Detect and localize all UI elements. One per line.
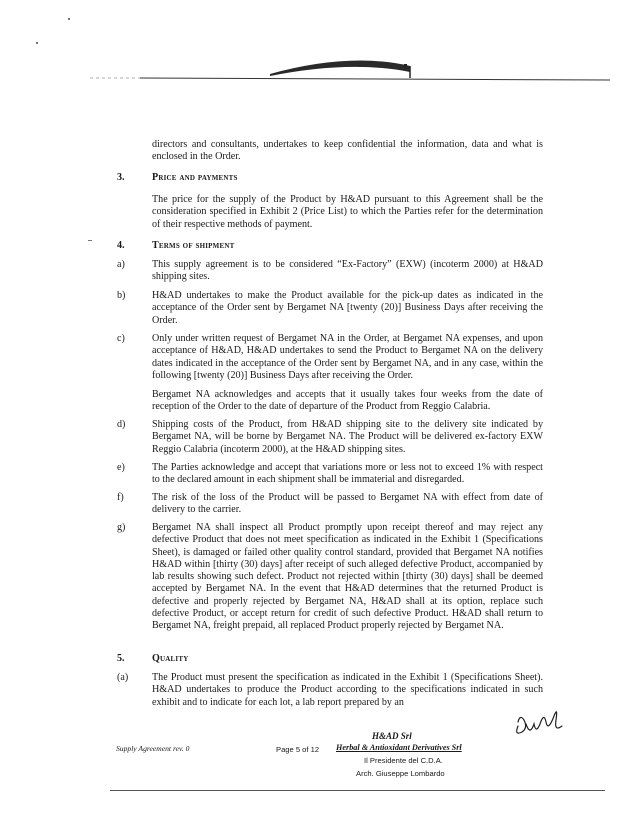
section-number: 3. <box>117 172 125 183</box>
footer-doc-ref: Supply Agreement rev. 0 <box>116 744 190 753</box>
scan-speck <box>68 18 70 20</box>
shipment-item: H&AD undertakes to make the Product available for the pick-up dates as indicated in the acceptance of the Order sent by Bergamet NA [twenty (20)] Business Days after receiving the Order. <box>152 290 543 326</box>
scan-speck <box>88 240 92 241</box>
quality-item: The Product must present the specification as indicated in the Exhibit 1 (Specifications Sheet). H&AD undertakes to produce the Product according to the specifications indicated in such exhibit and to indicate for each lot, a lab report prepared by an <box>152 672 543 708</box>
shipment-item: Bergamet NA shall inspect all Product promptly upon receipt thereof and may reject any defective Product that does not meet specification as indicated in the Exhibit 1 (Specifications Sheet), is damaged or failed other quality control standard, provided that Bergamet NA notifies H&AD within [thirty (30) days] after receipt of such alleged defective Product, accompanied by lab results showing such defect. Product not rejected within [thirty (30) days] shall be deemed accepted by Bergamet NA. In the event that H&AD determines that the returned Product is defective and properly rejected by Bergamet NA, H&AD shall at its option, replace such defective Product, or accept return for credit of such defective Product. H&AD shall return to Bergamet NA, freight prepaid, all replaced Product properly rejected by Bergamet NA. <box>152 522 543 632</box>
section-number: 5. <box>117 653 125 664</box>
shipment-item: The Parties acknowledge and accept that variations more or less not to exceed 1% with respect to the declared amount in each shipment shall be immaterial and disregarded. <box>152 462 543 486</box>
stamp-company-short: H&AD Srl <box>372 731 412 741</box>
shipment-item: The risk of the loss of the Product will be passed to Bergamet NA with effect from date of delivery to the carrier. <box>152 492 543 516</box>
shipment-item: Shipping costs of the Product, from H&AD shipping site to the delivery site indicated by Bergamet NA, will be borne by Bergamet NA. The Product will be delivered ex-factory EXW Reggio Calabria (incoterm 2000), at the H&AD shipping sites. <box>152 419 543 455</box>
item-label: e) <box>117 462 125 473</box>
bridge-logo-icon <box>90 58 610 94</box>
item-label: d) <box>117 419 126 430</box>
stamp-company-full: Herbal & Antioxidant Derivatives Srl <box>336 743 462 752</box>
section-number: 4. <box>117 240 125 251</box>
footer-rule <box>110 790 605 791</box>
item-label: f) <box>117 492 124 503</box>
shipment-item: Bergamet NA acknowledges and accepts that it usually takes four weeks from the date of reception of the Order to the date of departure of the Product from Reggio Calabria. <box>152 389 543 413</box>
company-stamp <box>336 731 486 785</box>
item-label: (a) <box>117 672 129 683</box>
section-title-price: Price and payments <box>152 172 238 183</box>
handwritten-signature-icon <box>512 702 576 746</box>
item-label: g) <box>117 522 126 533</box>
item-label: a) <box>117 259 125 270</box>
stamp-role: Il Presidente del C.D.A. <box>364 756 443 765</box>
item-label: b) <box>117 290 126 301</box>
section-title-quality: Quality <box>152 653 189 664</box>
shipment-item: Only under written request of Bergamet NA in the Order, at Bergamet NA expenses, and upon acceptance of H&AD, H&AD undertakes to send the Product to Bergamet NA on the delivery dates indicated in the acceptance of the Order sent by Bergamet NA, and in any case, within the following [twenty (20)] Business Days after receiving the Order. <box>152 333 543 381</box>
scan-speck <box>36 42 38 44</box>
section-title-shipment: Terms of shipment <box>152 240 235 251</box>
intro-paragraph: directors and consultants, undertakes to keep confidential the information, data and what is enclosed in the Order. <box>152 139 543 163</box>
item-label: c) <box>117 333 125 344</box>
stamp-person: Arch. Giuseppe Lombardo <box>356 769 445 778</box>
footer-page-number: Page 5 of 12 <box>276 745 320 754</box>
shipment-item: This supply agreement is to be considered “Ex-Factory” (EXW) (incoterm 2000) at H&AD shipping sites. <box>152 259 543 283</box>
price-paragraph: The price for the supply of the Product by H&AD pursuant to this Agreement shall be the consideration specified in Exhibit 2 (Price List) to which the Parties refer for the determination of their respective methods of payment. <box>152 194 543 230</box>
